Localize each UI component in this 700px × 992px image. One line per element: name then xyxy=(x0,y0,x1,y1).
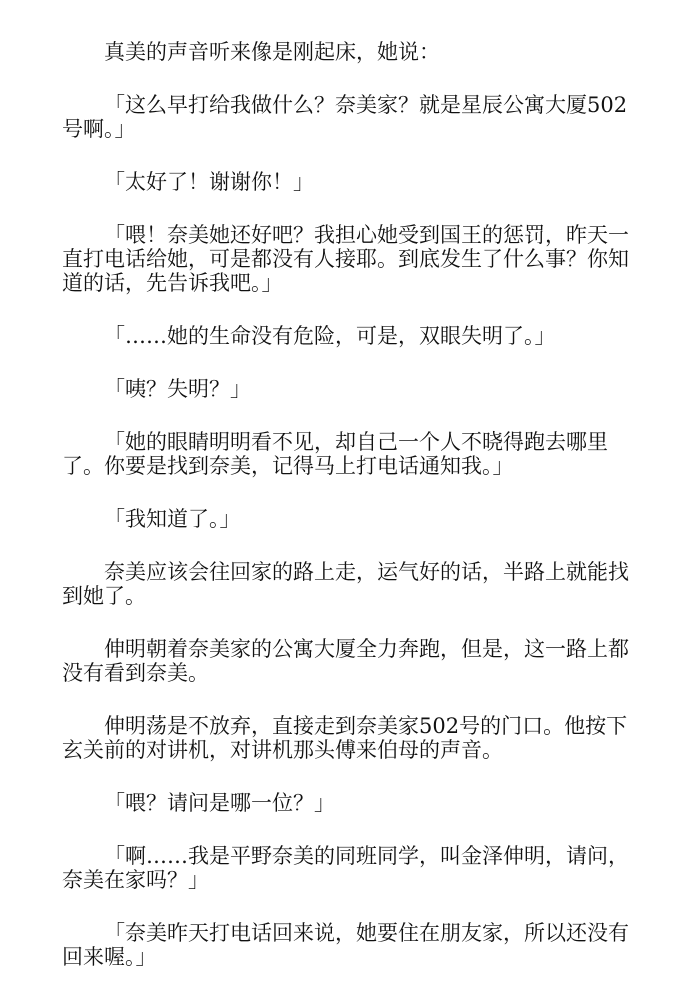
paragraph: 「太好了！谢谢你！」 xyxy=(104,170,314,194)
paragraph: 伸明朝着奈美家的公寓大厦全力奔跑，但是，这一路上都 没有看到奈美。 xyxy=(62,637,629,685)
paragraph: 「奈美昨天打电话回来说，她要住在朋友家，所以还没有 回来喔。」 xyxy=(62,921,629,969)
paragraph: 「这么早打给我做什么？奈美家？就是星辰公寓大厦502 号啊。」 xyxy=(62,93,628,141)
page-body xyxy=(62,40,638,969)
paragraph: 「咦？失明？」 xyxy=(104,377,251,401)
paragraph: 「……她的生命没有危险，可是，双眼失明了。」 xyxy=(104,324,556,348)
paragraph: 「我知道了。」 xyxy=(104,507,241,531)
paragraph: 「她的眼睛明明看不见，却自己一个人不晓得跑去哪里 了。你要是找到奈美，记得马上打电话通知我。」 xyxy=(62,430,608,478)
paragraph: 「喂！奈美她还好吧？我担心她受到国王的惩罚，昨天一 直打电话给她，可是都没有人接耶。到底发生了什么事？你知 道的话，先告诉我吧。」 xyxy=(62,223,629,295)
paragraph: 伸明荡是不放弃，直接走到奈美家502号的门口。他按下 玄关前的对讲机，对讲机那头傅来伯母的声音。 xyxy=(62,714,628,762)
paragraph: 奈美应该会往回家的路上走，运气好的话，半路上就能找 到她了。 xyxy=(62,560,629,608)
paragraph: 「啊……我是平野奈美的同班同学，叫金泽伸明，请问， 奈美在家吗？」 xyxy=(62,844,629,892)
paragraph: 「喂？请问是哪一位？」 xyxy=(104,791,335,815)
paragraph: 真美的声音听来像是刚起床，她说： xyxy=(104,40,440,64)
